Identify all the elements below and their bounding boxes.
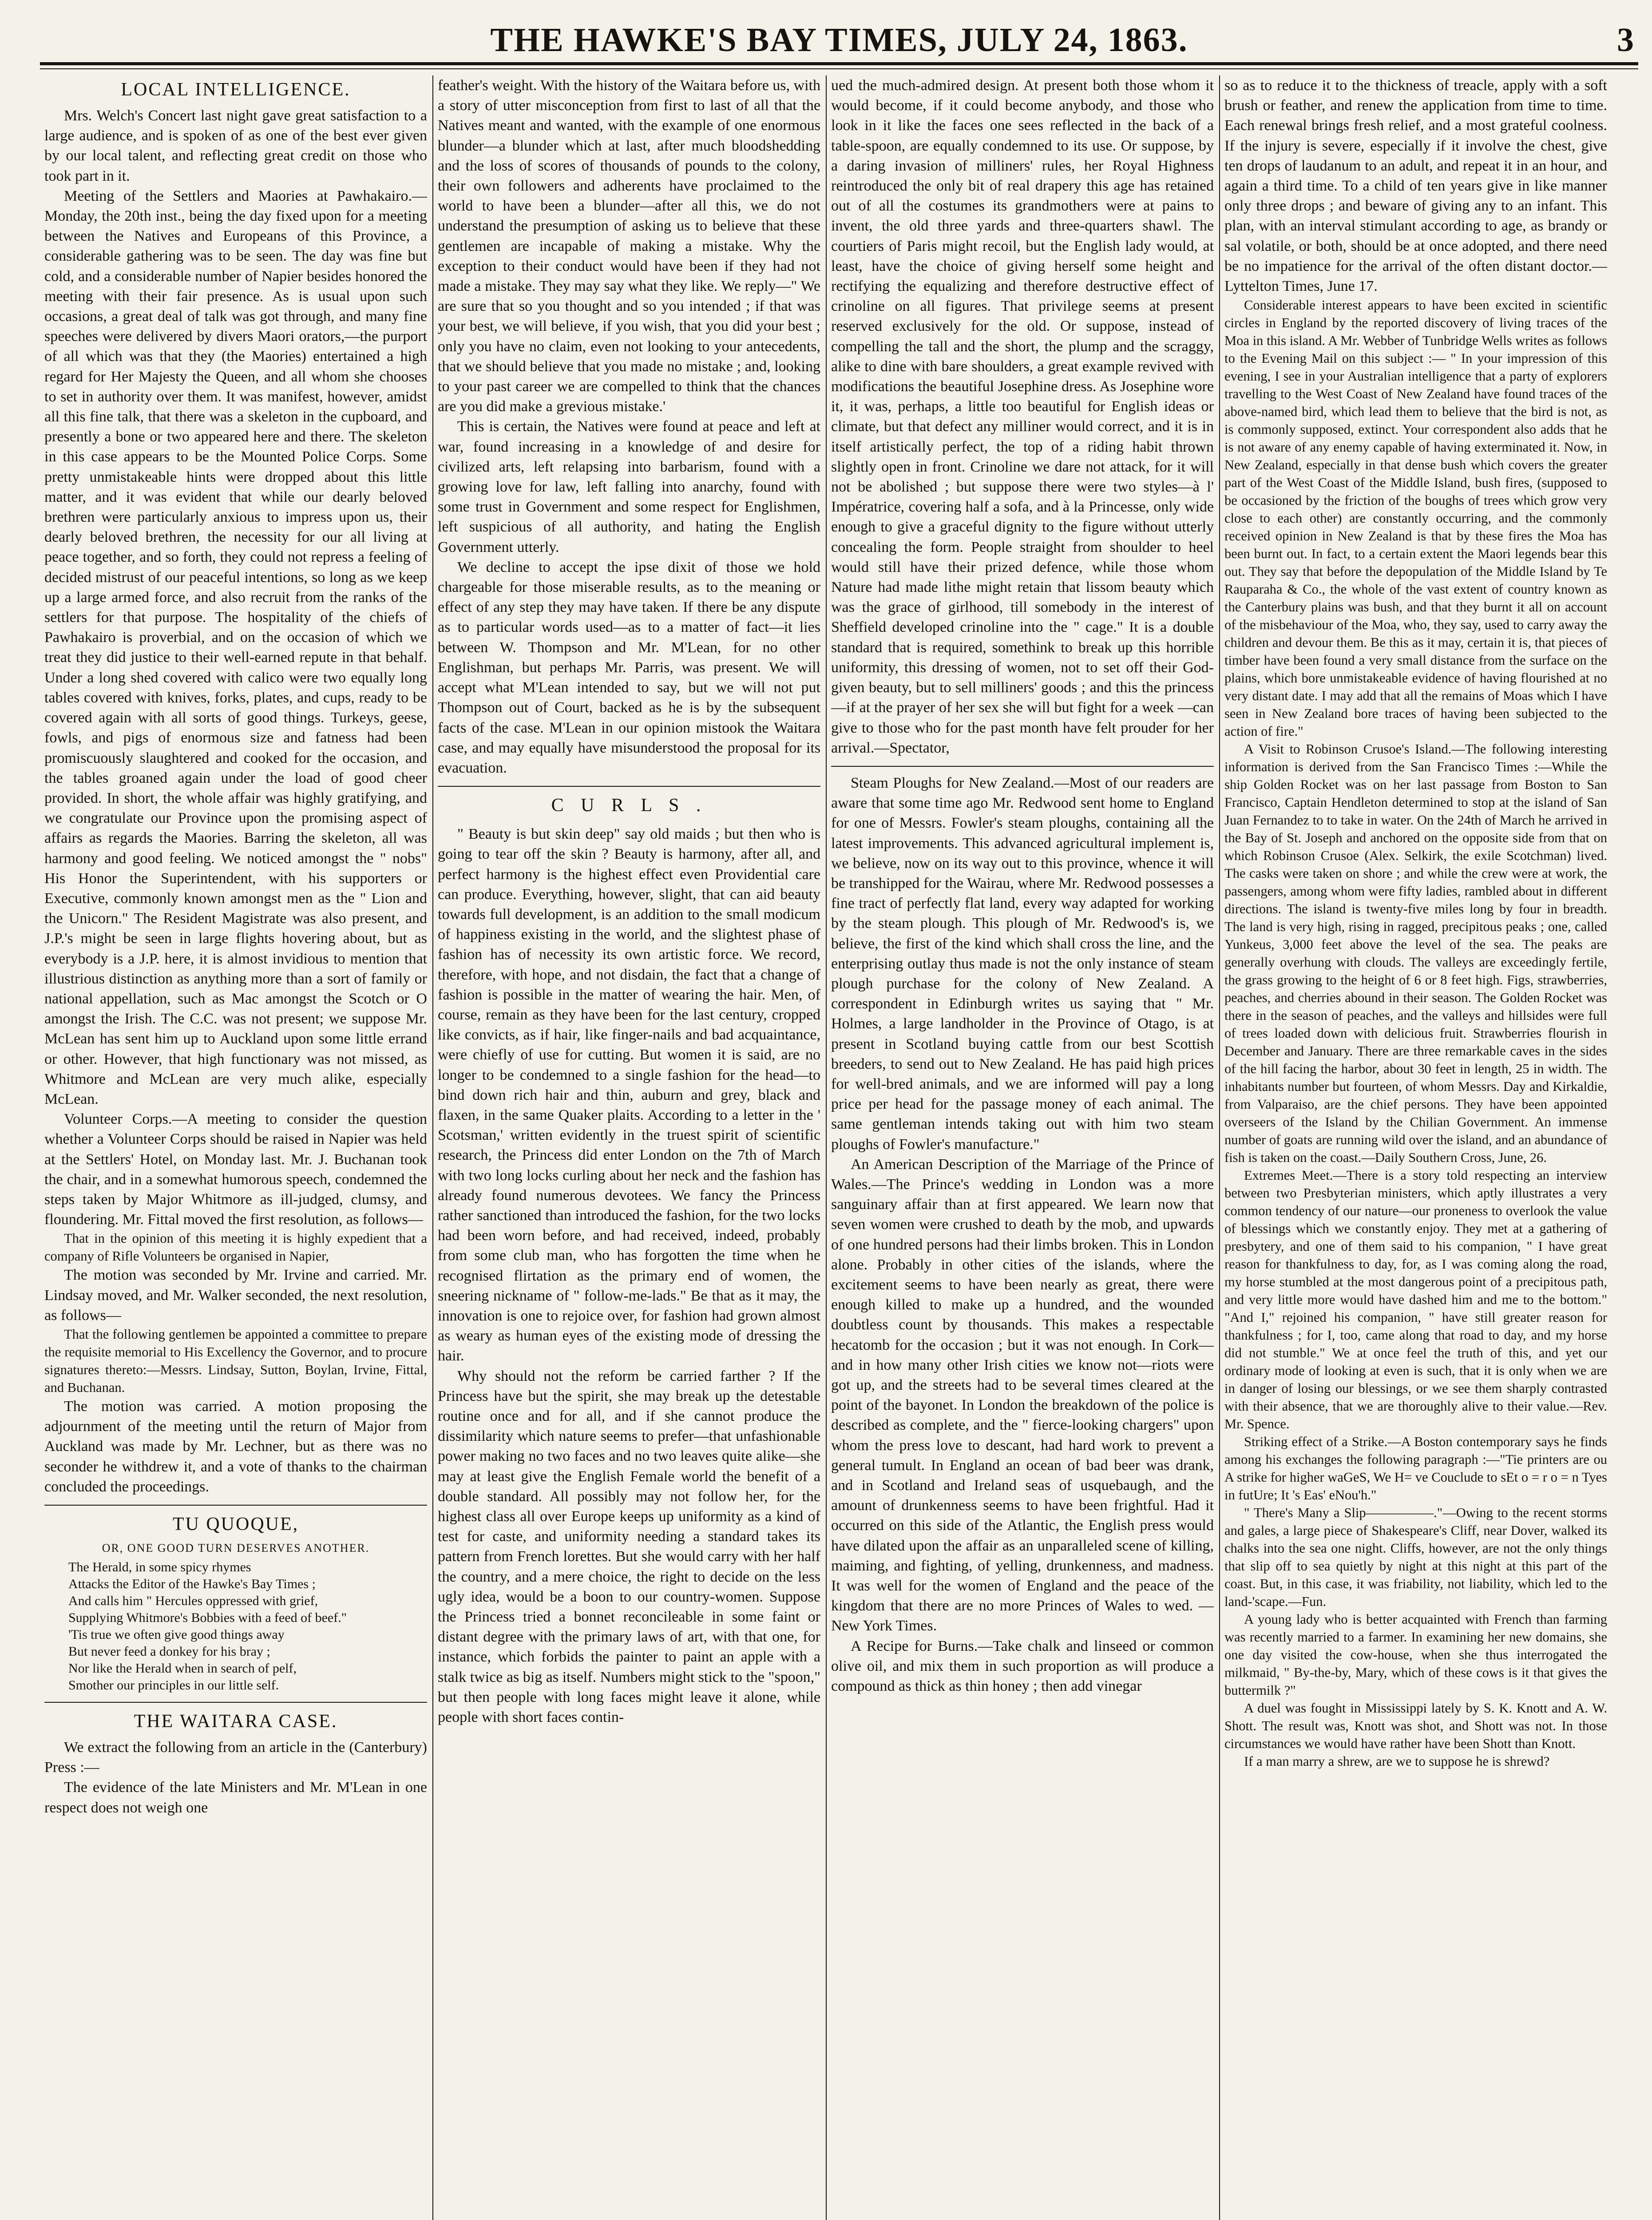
article-paragraph-moa: Considerable interest appears to have been excited in scientific circles in England by the reported discovery of living traces of the Moa in this island. A Mr. Webber of Tunbridge Wells writes as follows to the Evening Mail on this subject :— " In your impression of this evening, I see in your Australian intelligence that a party of explorers travelling to the West Coast of New Zealand have found traces of the above-named bird, which lead them to believe that the bird is not, as is commonly supposed, extinct. Your correspondent also adds that he is not aware of any enemy capable of having exterminated it. Now, in New Zealand, especially in that dense bush which covers the greater part of the West Coast of the Middle Island, bush fires, (supposed to be occasioned by the friction of the boughs of trees which grow very close to each other) are constantly occurring, and the commonly received opinion in New Zealand is that by these fires the Moa has been burnt out. In fact, to a certain extent the Maori legends bear this out. They say that before the depopulation of the Middle Island by Te Rauparaha & Co., the whole of the vast extent of country known as the Canterbury plains was bush, and that they burnt it all on account of the misbehaviour of the Moa, who, they say, used to carry away the children and devour them. Be this as it may, certain it is, that pieces of timber have been found a very small distance from the surface on the plains, which bore unmistakeable evidence of having flourished at no very distant date. I may add that all the remains of Moas which I have seen in New Zealand bore traces of having been subjected to the action of fire."	[1224, 297, 1607, 739]
section-rule	[831, 766, 1214, 767]
article-paragraph: Volunteer Corps.—A meeting to consider the question whether a Volunteer Corps should be raised in Napier was held at the Settlers' Hotel, on Monday last. Mr. J. Buchanan took the chair, and in a somewhat humorous speech, condemned the steps taken by Major Whitmore as ill-judged, clumsy, and floundering. Mr. Fittal moved the first resolution, as follows—	[44, 1111, 427, 1228]
poem-line: Supplying Whitmore's Bobbies with a feed of beef."	[68, 1610, 347, 1625]
masthead-rule-thin	[40, 68, 1638, 69]
article-paragraph: The evidence of the late Ministers and Mr. M'Lean in one respect does not weigh one	[44, 1779, 427, 1816]
section-heading-tu-quoque: TU QUOQUE,	[172, 1514, 299, 1534]
article-paragraph: The motion was seconded by Mr. Irvine and carried. Mr. Lindsay moved, and Mr. Walker seconded, the next resolution, as follows—	[44, 1267, 427, 1324]
article-paragraph: We decline to accept the ipse dixit of those we hold chargeable for those miserable results, as to the meaning or effect of any step they may have taken. If there be any dispute as to particular words used—as to a matter of fact—it lies between W. Thompson and Mr. M'Lean, for no other Englishman, but perhaps Mr. Parris, was present. We will accept what M'Lean intended to say, but we will not put Thompson out of Court, backed as he is by the subsequent facts of the case. M'Lean in our opinion mistook the Waitara case, and may equally have misunderstood the proposal for its evacuation.	[438, 559, 820, 776]
column-divider	[826, 75, 827, 2220]
article-paragraph: feather's weight. With the history of the Waitara before us, with a story of utter misconception from first to last of all that the Natives meant and wanted, with the example of one enormous blunder—a blunder which at last, after much bloodshedding and the loss of scores of thousands of pounds to the colony, their own followers and adherents have proclaimed to the world to have been a blunder—after all this, we do not understand the presumption of asking us to believe that these gentlemen are incapable of making a mistake. Why the exception to their conduct would have been if they had not made a mistake. They may say what they like. We reply—" We are sure that so you thought and so you intended ; if that was your best, we will believe, if you wish, that you did your best ; only you have no claim, even not looking to your antecedents, that we should believe that you made no mistake ; and, looking to your past career we are compelled to think that the chances are you did make a grevious mistake.'	[438, 77, 820, 415]
page-number: 3	[1617, 21, 1634, 59]
poem-line: Smother our principles in our little self.	[68, 1678, 279, 1693]
article-paragraph: ued the much-admired design. At present both those whom it would become, if it could become anybody, and those who look in it like the faces one sees reflected in the back of a table-spoon, are equally condemned to its use. Or suppose, by a daring invasion of milliners' rules, her Royal Highness reintroduced the only bit of real drapery this age has retained out of all the costumes its grandmothers were at pains to invent, the old three yards and three-quarters shawl. The courtiers of Paris might recoil, but the English lady would, at least, have the choice of giving herself some height and rectifying the equalizing and therefore destructive effect of crinoline on all figures. That privilege seems at present reserved exclusively for the old. Or suppose, instead of compelling the tall and the short, the plump and the scraggy, alike to dine with bare shoulders, a great example revived with modifications the beautiful Josephine dress. As Josephine wore it, it was, perhaps, a little too beautiful for English ideas or climate, but that defect any milliner would correct, and it is in itself artistically perfect, the top of a riding habit thrown slightly open in front. Crinoline we dare not attack, for it will not be abolished ; but suppose there were two styles—à l' Impératrice, covering half a sofa, and à la Princesse, only wide enough to give a graceful dignity to the figure without utterly concealing the form. People straight from shoulder to heel would still have their prized defence, while those whom Nature had made lithe might retain that lissom beauty which was the grace of girlhood, till somebody in the interest of Sheffield developed crinoline into the " cage." It is a double standard that is required, somethink to break up this horrible uniformity, this dressing of women, not to set off their God-given beauty, but to sell milliners' goods ; and this the princess—if at the prayer of her sex she will but fight for a week —can give to those who for the past month have felt prouder for her arrival.—Spectator,	[831, 77, 1214, 756]
article-paragraph-recipe-for-burns: A Recipe for Burns.—Take chalk and linseed or common olive oil, and mix them in such proportion as will produce a compound as thick as thin honey ; then add vinegar	[831, 1637, 1214, 1695]
section-subheading: OR, ONE GOOD TURN DESERVES ANOTHER.	[102, 1542, 370, 1554]
article-paragraph: Mrs. Welch's Concert last night gave great satisfaction to a large audience, and is spoken of as one of the best ever given by our local talent, and reflecting great credit on those who took part in it.	[44, 107, 427, 184]
column-4	[1224, 75, 1607, 2220]
article-paragraph-duel: A duel was fought in Mississippi lately by S. K. Knott and A. W. Shott. The result was, Knott was shot, and Shott was not. In those circumstances we would have rather have been Shott than Knott.	[1224, 1701, 1607, 1752]
article-paragraph-crusoe-island: A Visit to Robinson Crusoe's Island.—The following interesting information is derived from the San Francisco Times :—While the ship Golden Rocket was on her last passage from Boston to San Francisco, Captain Hendleton determined to stop at the island of San Juan Fernandez to to take in water. On the 24th of March he arrived in the Bay of St. Joseph and anchored on the opposite side from that on which Robinson Crusoe (Alex. Selkirk, the exile Scotchman) lived. The casks were taken on shore ; and while the crew were at work, the passengers, among whom were fifty ladies, rambled about in different directions. The island is twenty-five miles long by four in breadth. The land is very high, rising in ragged, precipitous peaks ; one, called Yunkeus, 3,000 feet above the level of the sea. The peaks are generally overhung with clouds. The valleys are exceedingly fertile, the grass growing to the height of 6 or 8 feet high. Figs, strawberries, peaches, and cherries abound in their season. The Golden Rocket was there in the season of peaches, and the valleys and hillsides were full of trees loaded down with delicious fruit. Strawberries flourish in December and January. There are three remarkable caves in the sides of the hill facing the harbor, about 30 feet in length, 25 in width. The inhabitants number but fourteen, of whom Messrs. Day and Kirkaldie, from Valparaiso, are the chief persons. They have been appointed overseers of the Island by the Chilian Government. An immense number of goats are running wild over the island, and an abundance of fish is taken on the coast.—Daily Southern Cross, June, 26.	[1224, 741, 1607, 1166]
poem-line: And calls him " Hercules oppressed with grief,	[68, 1594, 318, 1608]
article-paragraph: The motion was carried. A motion proposing the adjournment of the meeting until the return of Major from Auckland was made by Mr. Lechner, but as there was no seconder he withdrew it, and a vote of thanks to the chairman concluded the proceedings.	[44, 1398, 427, 1495]
section-rule	[438, 786, 820, 787]
article-paragraph-shrew: If a man marry a shrew, are we to suppose he is shrewd?	[1244, 1754, 1550, 1769]
article-paragraph: This is certain, the Natives were found at peace and left at war, found increasing in a knowledge of and desire for civilized arts, left relapsing into barbarism, found with a growing love for law, left falling into anarchy, found with some trust in Government and some respect for Englishmen, left suspicious of all authority, and hating the English Government utterly.	[438, 418, 820, 555]
resolution-text: That in the opinion of this meeting it is highly expedient that a company of Rifle Volunteers be organised in Napier,	[44, 1231, 427, 1264]
section-rule	[44, 1505, 427, 1506]
masthead-rule	[40, 62, 1638, 65]
section-rule	[44, 1702, 427, 1703]
column-3	[831, 75, 1214, 2220]
article-paragraph: Why should not the reform be carried farther ? If the Princess have but the spirit, she may break up the detestable routine once and for all, and if she cannot produce the dissimilarity which nature seems to prefer—that unfashionable power making no two faces and no two leaves quite alike—she may at least give the English Female world the benefit of a double standard. All possibly may not follow her, for the highest class all over Europe keeps up uniformity as a kind of test for caste, and uniformity needing a standard takes its pattern from French lorettes. But she would carry with her half the country, and a mere choice, the right to decide on the less ugly idea, would be a boon to our country-women. Suppose the Princess tried a bonnet reconcileable in some faint or distant degree with the primary laws of art, with that one, for instance, which forbids the painter to paint an apple with a stalk twice as big as itself. Numbers might stick to the "spoon," but then people with long faces might leave it alone, while people with short faces contin-	[438, 1368, 820, 1726]
article-paragraph-many-a-slip: " There's Many a Slip—————."—Owing to the recent storms and gales, a large piece of Shakespeare's Cliff, near Dover, walked its chalks into the sea one night. Cliffs, however, are not the only things that slip off to sea quietly by night at this night at this part of the coast. But, in this case, it was friability, not liability, which led to the land-'scape.—Fun.	[1224, 1505, 1607, 1610]
resolution-text: That the following gentlemen be appointed a committee to prepare the requisite memorial to His Excellency the Governor, and to procure signatures thereto:—Messrs. Lindsay, Sutton, Boylan, Irvine, Fittal, and Buchanan.	[44, 1326, 427, 1395]
article-paragraph: " Beauty is but skin deep" say old maids ; but then who is going to tear off the skin ? Beauty is harmony, after all, and perfect harmony is the highest effect even Providential care can produce. Everything, however, slight, that can aid beauty towards full development, is an addition to the small modicum of happiness existing in the world, and the slightest phase of fashion has of necessity its own artistic force. We record, therefore, with hope, and not disdain, the fact that a change of fashion is possible in the matter of wearing the hair. Men, of course, remain as they have been for the last century, cropped like convicts, as if hair, like finger-nails and bad acquaintance, were chiefly of use for cutting. But women it is said, are no longer to be condemned to a single fashion for the head—to bind down rich hair and thin, auburn and grey, black and flaxen, in the same Quaker plaits. According to a letter in the ' Scotsman,' written evidently in the truest spirit of scientific research, the Princess did enter London on the 7th of March with two long locks curling about her neck and the fashion has already found numerous devotees. We fancy the Princess rather sanctioned than introduced the fashion, for the two locks had been worn before, and had received, indeed, probably from some club man, who has forgotten the time when he recognised flirtation as the primary end of women, the sneering nickname of " follow-me-lads." Be that as it may, the innovation is one to rejoice over, for fashion had grown almost as weary as human eyes of the existing mode of dressing the hair.	[438, 826, 820, 1364]
article-paragraph-prince-of-wales: An American Description of the Marriage of the Prince of Wales.—The Prince's wedding in London was a more sanguinary affair than at first appeared. We learn now that seven women were crushed to death by the mob, and upwards of one hundred persons had their limbs broken. This in London alone. Probably in other cities of the islands, where the excitement seems to have been nearly as great, there were enough killed to make up a hundred, and the wounded doubtless count by thousands. This makes a respectable hecatomb for the occasion ; but it was not enough. In Cork—and in how many other Irish cities we know not—riots were got up, and the streets had to be several times cleared at the point of the bayonet. In London the breakdown of the police is described as complete, and the " fierce-looking chargers" upon whom the press love to descant, had hard work to prevent a general tumult. In England an ocean of bad beer was drank, and in Scotland and Ireland seas of usquebaugh, and the amount of drunkenness seems to have been frightful. Had it occurred on this side of the Atlantic, the English press would have dilated upon the affair as an unparalleled scene of killing, maiming, and fighting, of yelling, drunkenness, and madness. It was well for the women of England and the peace of the kingdom that there are no more Princes of Wales to wed. —New York Times.	[831, 1156, 1214, 1634]
article-paragraph-extremes-meet: Extremes Meet.—There is a story told respecting an interview between two Presbyterian ministers, which aptly illustrates a very common tendency of our nature—our proneness to overlook the value of blessings which we constantly enjoy. They met at a gathering of presbytery, and one of them said to his companion, " I have great reason for thankfulness to day, for, as I was coming along the road, my horse stumbled at the most dangerous point of a precipitous path, and very little more would have dashed him and me to the bottom." "And I," rejoined his companion, " have still greater reason for thankfulness ; for I, too, came along that road to day, and my horse did not stumble." We at once feel the truth of this, and yet our ordinary mode of looking at even is such, that it is only when we are in danger of losing our blessings, or we see them sharply contrasted with their absence, that we are thoroughly alive to their value.—Rev. Mr. Spence.	[1224, 1168, 1607, 1432]
poem-line: The Herald, in some spicy rhymes	[68, 1560, 251, 1574]
article-paragraph-buttermilk: A young lady who is better acquainted with French than farming was recently married to a farmer. In examining her new domains, she one day visited the cow-house, when she thus interrogated the milkmaid, " By-the-by, Mary, which of these cows is it that gives the buttermilk ?"	[1224, 1612, 1607, 1698]
article-paragraph-strike: Striking effect of a Strike.—A Boston contemporary says he finds among his exchanges the following paragraph :—"Tie printers are ou A strike for higher waGeS, We H= ve Couclude to sEt o = r o = n Tyes in futUre; It 's Eas' eNou'h."	[1224, 1434, 1607, 1503]
section-heading-local-intelligence: LOCAL INTELLIGENCE.	[121, 79, 351, 100]
column-divider	[1219, 75, 1220, 2220]
section-heading-waitara-case: THE WAITARA CASE.	[134, 1711, 338, 1732]
poem-line: But never feed a donkey for his bray ;	[68, 1644, 270, 1659]
article-paragraph-steam-ploughs: Steam Ploughs for New Zealand.—Most of our readers are aware that some time ago Mr. Redwood sent home to England for one of Messrs. Fowler's steam ploughs, containing all the latest improvements. This advanced agricultural implement is, we believe, now on its way out to this province, whence it will be transhipped for the Wairau, where Mr. Redwood possesses a fine tract of perfectly flat land, every way adapted for working by the steam plough. This plough of Mr. Redwood's is, we believe, the first of the kind which shall cross the line, and the enterprising outlay thus made is not the only instance of steam plough purchase for the colony of New Zealand. A correspondent in Edinburgh writes us saying that " Mr. Holmes, a large landholder in the Province of Otago, is at present in Scotland buying cattle from our best Scottish breeders, to send out to New Zealand. He has paid high prices for well-bred animals, and we are informed will pay a long price per head for the passage money of each animal. The same gentleman intends taking out with him two steam ploughs of Fowler's manufacture."	[831, 774, 1214, 1153]
poem-line: Nor like the Herald when in search of pelf,	[68, 1661, 297, 1676]
newspaper-title: THE HAWKE'S BAY TIMES, JULY 24, 1863.	[490, 21, 1188, 59]
column-2	[438, 75, 820, 2220]
column-divider	[432, 75, 433, 2220]
article-paragraph: Meeting of the Settlers and Maories at Pawhakairo.—Monday, the 20th inst., being the day fixed upon for a meeting between the Natives and Europeans of this Province, a considerable gathering was to be seen. The day was fine but cold, and a considerable number of Napier besides honored the meeting with their fair presence. As is usual upon such occasions, a great deal of talk was got through, and many fine speeches were delivered by divers Maori orators,—the purport of all which was that they (the Maories) entertained a high regard for Her Majesty the Queen, and all whom she chooses to set in authority over them. It was manifest, however, amidst all this fine talk, that there was a skeleton in the cupboard, and presently a bone or two appeared here and there. The skeleton in this case appears to be the Mounted Police Corps. Some pretty unmistakeable hints were dropped about this little matter, and it was evident that while our dearly beloved brethren were particularly anxious to impress upon us, their dearly beloved brethren, the necessity for our all living at peace together, and so forth, they could not repress a feeling of decided mistrust of our peaceful intentions, so long as we keep up a large armed force, and also recruit from the ranks of the settlers for that purpose. The hospitality of the chiefs of Pawhakairo is proverbial, and on the occasion of which we treat they did justice to their well-earned repute in that behalf. Under a long shed covered with calico were two equally long tables covered with knives, forks, plates, and cups, ready to be covered again with all sorts of good things. Turkeys, geese, fowls, and pigs of enormous size and fatness had been promiscuously slaughtered and cooked for the occasion, and the tables groaned again under the load of good cheer provided. In short, the whole affair was highly gratifying, and we congratulate our Province upon the promising aspect of affairs as regards the Maories. Barring the skeleton, all was harmony and good feeling. We noticed amongst the " nobs" His Honor the Superintendent, with his supporters or Executive, commonly known amongst men as the " Lion and the Unicorn." The Resident Magistrate was also present, and J.P.'s might be seen in large flights hovering about, but as everybody is a J.P. here, it is almost invidious to mention that illustrious distinction as anything more than a sort of family or national appellation, such as Mac amongst the Scotch or O amongst the Irish. The C.C. was not present; we suppose Mr. McLean has sent him up to Auckland upon some little errand or other. However, that high functionary was not missed, as Whitmore and McLean are very much alike, especially McLean.	[44, 187, 427, 1107]
poem-line: Attacks the Editor of the Hawke's Bay Times ;	[68, 1577, 316, 1591]
article-paragraph: We extract the following from an article in the (Canterbury) Press :—	[44, 1739, 427, 1776]
poem-line: 'Tis true we often give good things away	[68, 1627, 285, 1642]
column-1	[44, 75, 427, 2220]
article-paragraph: so as to reduce it to the thickness of treacle, apply with a soft brush or feather, and renew the application from time to time. Each renewal brings fresh relief, and a most grateful coolness. If the injury is severe, especially if it involve the chest, give ten drops of laudanum to an adult, and repeat it in an hour, and again a third time. To a child of ten years give in like manner only three drops ; and beware of giving any to an infant. This plan, with an interval stimulant according to age, as brandy or sal volatile, or both, should be at once adopted, and there need be no impatience for the arrival of the often distant doctor.—Lyttelton Times, June 17.	[1224, 77, 1607, 295]
section-heading-curls: C U R L S .	[551, 795, 707, 816]
